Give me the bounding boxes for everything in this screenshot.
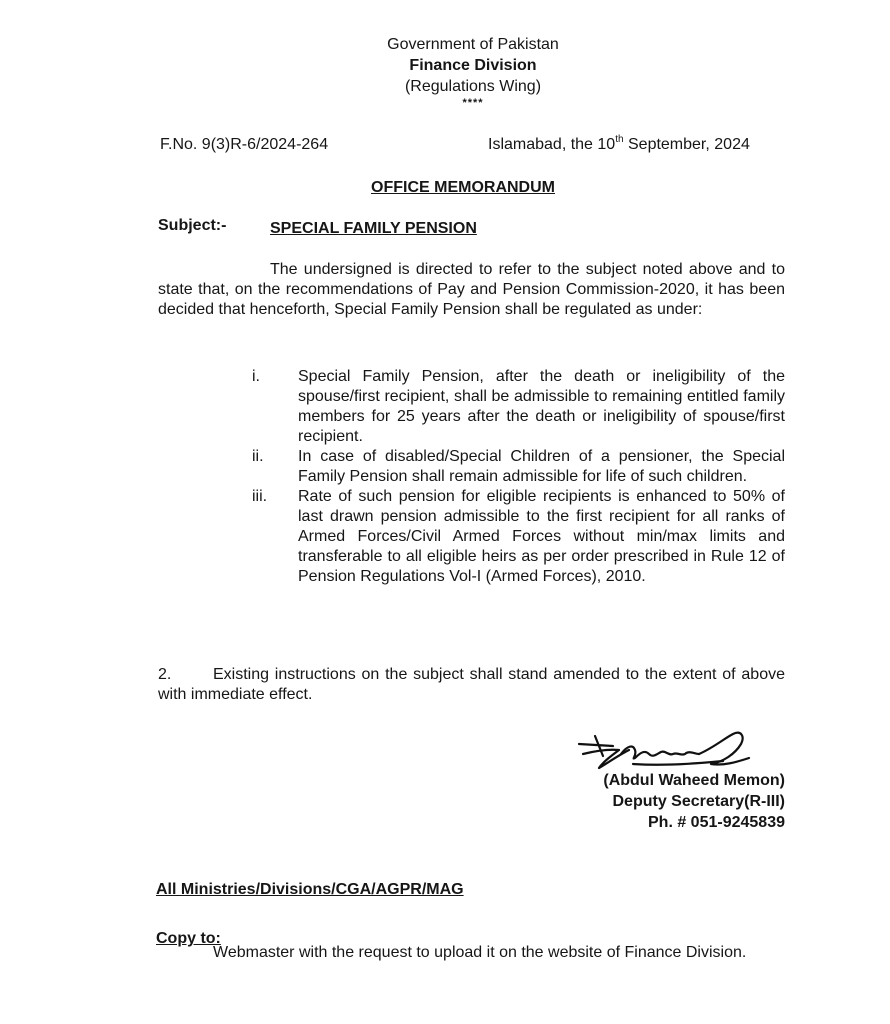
list-item [252, 487, 785, 587]
paragraph-1: The undersigned is directed to refer to the subject noted above and to state that, on the recommendations of Pay and Pension Commission-2020, it has been decided that henceforth, Special Family Pension shall be regulated as under: [158, 261, 785, 318]
provisions-list [252, 367, 785, 587]
paragraph-2 [158, 665, 785, 705]
list-item [252, 367, 785, 447]
copy-to-text: Webmaster with the request to upload it on the website of Finance Division. [213, 944, 747, 961]
signatory-designation: Deputy Secretary(R-III) [612, 793, 785, 810]
list-item-text: In case of disabled/Special Children of a pensioner, the Special Family Pension shall remain admissible for life of such children. [298, 448, 785, 485]
signature-image [573, 724, 773, 776]
file-number: F.No. 9(3)R-6/2024-264 [160, 136, 329, 153]
list-item-number: iii. [252, 488, 268, 505]
list-item-number: ii. [252, 448, 264, 465]
signatory-name: (Abdul Waheed Memon) [603, 772, 785, 789]
date-ordinal: th [615, 134, 624, 145]
list-item-text: Rate of such pension for eligible recipients is enhanced to 50% of last drawn pension admissible to the first recipient for all ranks of Armed Forces/Civil Armed Forces without min/max limits and transferable to all eligible heirs as per order prescribed in Rule 12 of Pension Regulations Vol-I (Armed Forces), 2010. [298, 488, 785, 585]
signatory-phone: Ph. # 051-9245839 [648, 814, 785, 831]
subject-text: SPECIAL FAMILY PENSION [270, 220, 477, 237]
paragraph-2-number: 2. [158, 666, 172, 683]
recipients: All Ministries/Divisions/CGA/AGPR/MAG [156, 881, 464, 898]
header-government: Government of Pakistan [387, 36, 559, 53]
letterhead [0, 34, 890, 109]
subject-label: Subject:- [158, 217, 227, 234]
memo-title: OFFICE MEMORANDUM [371, 179, 555, 196]
list-item-text: Special Family Pension, after the death or ineligibility of the spouse/first recipient, shall be admissible to remaining entitled family members for 25 years after the death or ineligibility of spouse/first recipient. [298, 368, 785, 445]
date-line [488, 136, 750, 154]
list-item-number: i. [252, 368, 260, 385]
list-item [252, 447, 785, 487]
paragraph-2-text: Existing instructions on the subject shall stand amended to the extent of above with immediate effect. [158, 666, 785, 703]
date-suffix: September, 2024 [623, 136, 750, 153]
copy-to-label: Copy to: [156, 930, 221, 947]
signature-block [560, 770, 785, 833]
date-prefix: Islamabad, the 10 [488, 136, 616, 153]
header-stars: **** [462, 97, 484, 109]
header-division: Finance Division [409, 57, 537, 74]
header-wing: (Regulations Wing) [404, 78, 542, 95]
